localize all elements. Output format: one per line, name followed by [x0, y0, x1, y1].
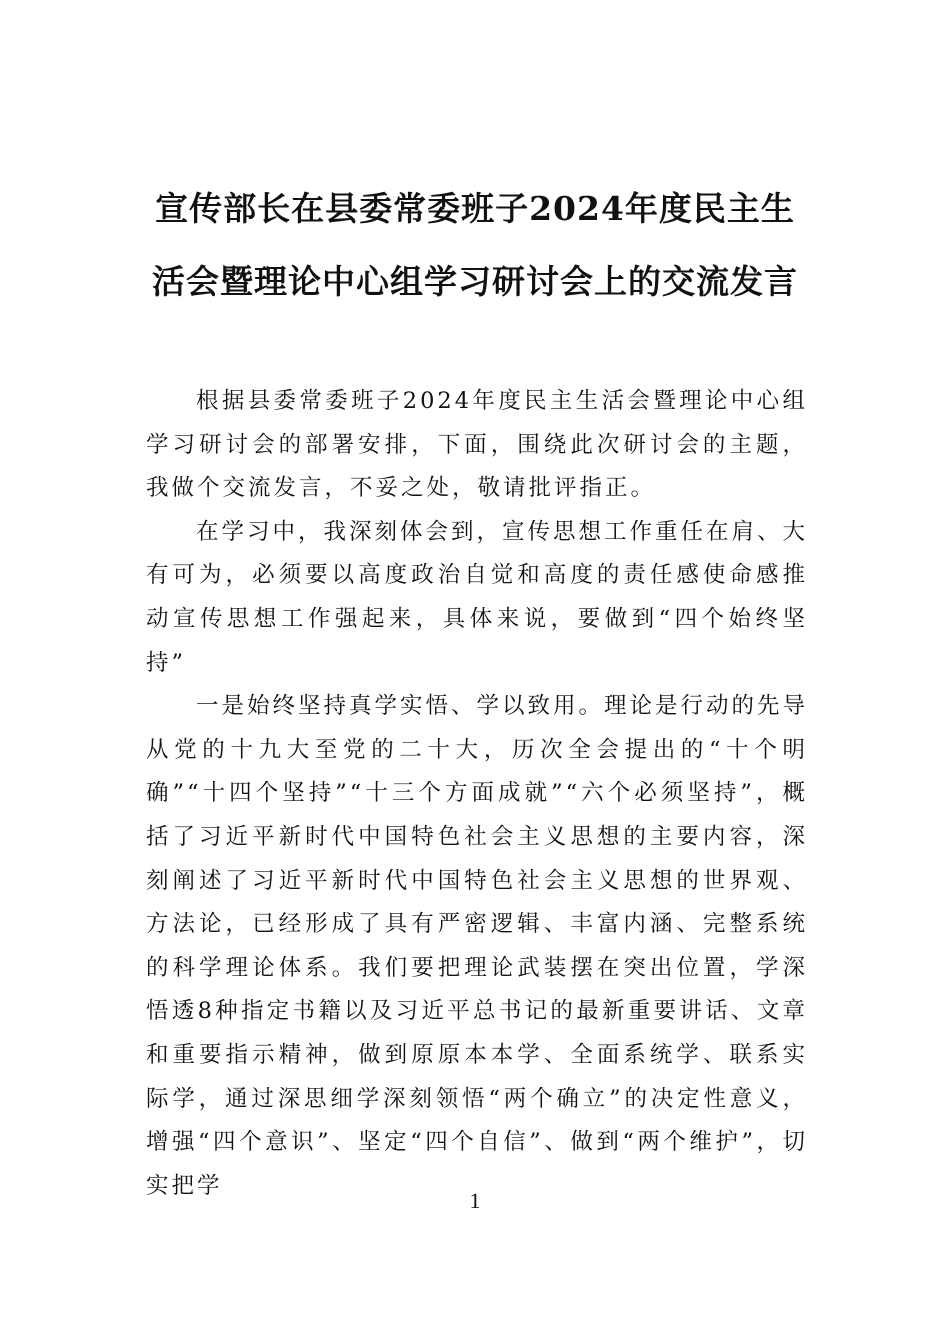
paragraph-point-one: 一是始终坚持真学实悟、学以致用。理论是行动的先导从党的十九大至党的二十大，历次全会提出的“十个明确”“十四个坚持”“十三个方面成就”“六个必须坚持”，概括了习近平新时代中国特色社会主义思想的主要内容，深刻阐述了习近平新时代中国特色社会主义思想的世界观、方法论，已经形成了具有严密逻辑、丰富内涵、完整系统的科学理论体系。我们要把理论武装摆在突出位置，学深悟透8种指定书籍以及习近平总书记的最新重要讲话、文章和重要指示精神，做到原原本本学、全面系统学、联系实际学，通过深思细学深刻领悟“两个确立”的决定性意义，增强“四个意识”、坚定“四个自信”、做到“两个维护”，切实把学 — [146, 693, 809, 1199]
paragraph-study-insight: 在学习中，我深刻体会到，宣传思想工作重任在肩、大有可为，必须要以高度政治自觉和高度的责任感使命感推动宣传思想工作强起来，具体来说，要做到“四个始终坚持” — [146, 518, 809, 676]
document-title: 宣传部长在县委常委班子2024年度民主生活会暨理论中心组学习研讨会上的交流发言 — [152, 189, 798, 301]
paragraph-intro: 根据县委常委班子2024年度民主生活会暨理论中心组学习研讨会的部署安排，下面，围绕此次研讨会的主题，我做个交流发言，不妥之处，敬请批评指正。 — [146, 388, 808, 502]
page-number: 1 — [469, 1188, 481, 1213]
document-body — [146, 380, 808, 1208]
